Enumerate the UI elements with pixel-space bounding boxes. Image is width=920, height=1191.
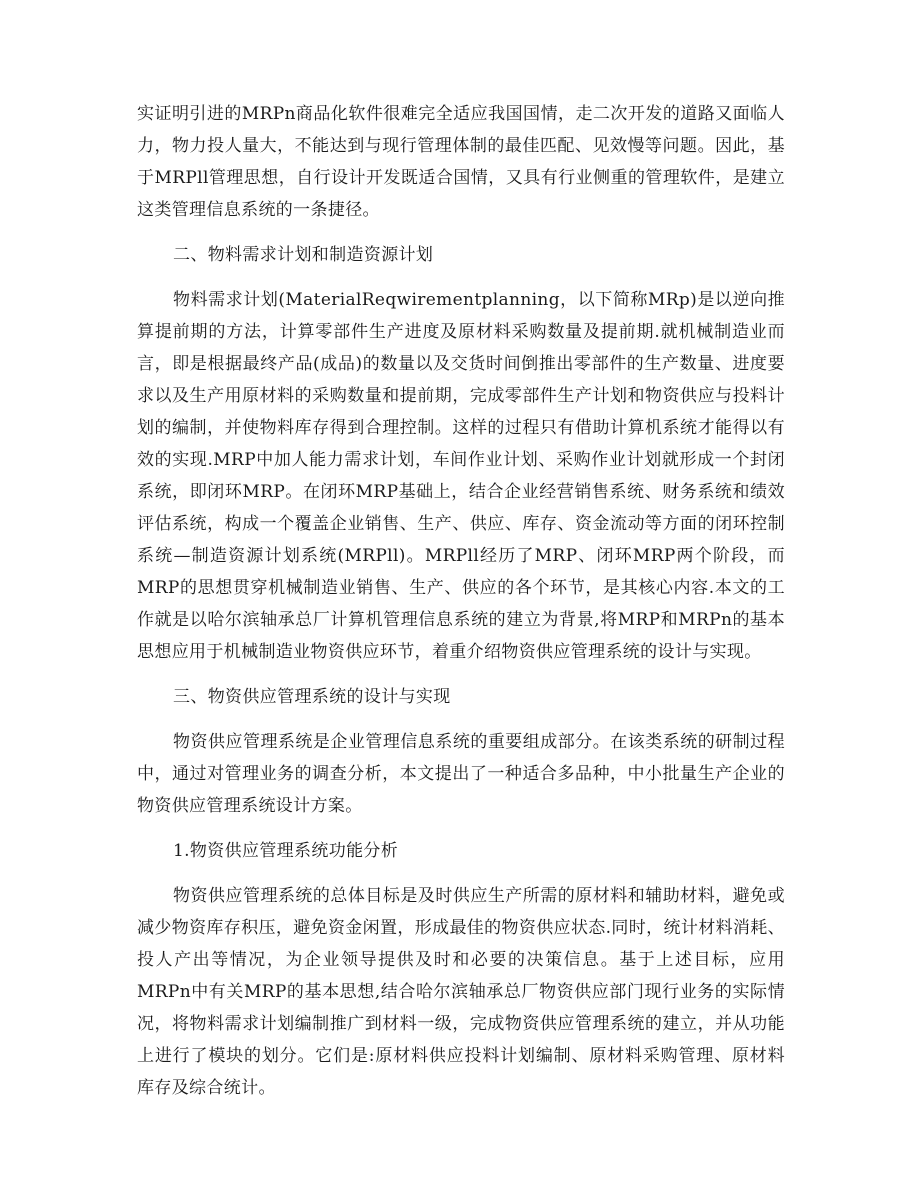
document-body — [137, 98, 785, 1104]
function-analysis-paragraph: 物资供应管理系统的总体目标是及时供应生产所需的原材料和辅助材料，避免或减少物资库存积压，避免资金闲置，形成最佳的物资供应状态.同时，统计材料消耗、投人产出等情况，为企业领导提供及时和必要的决策信息。基于上述目标，应用MRPn中有关MRP的基本思想,结合哈尔滨轴承总厂物资供应部门现行业务的实际情况，将物料需求计划编制推广到材料一级，完成物资供应管理系统的建立，并从功能上进行了模块的划分。它们是:原材料供应投料计划编制、原材料采购管理、原材料库存及综合统计。 — [137, 886, 785, 1098]
section-heading-2: 二、物料需求计划和制造资源计划 — [173, 245, 434, 265]
intro-paragraph: 实证明引进的MRPn商品化软件很难完全适应我国国情，走二次开发的道路又面临人力，物力投人量大，不能达到与现行管理体制的最佳匹配、见效慢等问题。因此，基于MRPll管理思想，自行设计开发既适合国情，又具有行业侧重的管理软件，是建立这类管理信息系统的一条捷径。 — [137, 104, 785, 220]
system-overview-paragraph: 物资供应管理系统是企业管理信息系统的重要组成部分。在该类系统的研制过程中，通过对管理业务的调查分析，本文提出了一种适合多品种，中小批量生产企业的物资供应管理系统设计方案。 — [137, 732, 785, 816]
subsection-heading-1: 1.物资供应管理系统功能分析 — [173, 841, 399, 861]
mrp-paragraph: 物料需求计划(MaterialReqwirementplanning，以下简称MRp)是以逆向推算提前期的方法，计算零部件生产进度及原材料采购数量及提前期.就机械制造业而言，即是根据最终产品(成品)的数量以及交货时间倒推出零部件的生产数量、进度要求以及生产用原材料的采购数量和提前期，完成零部件生产计划和物资供应与投料计划的编制，并使物料库存得到合理控制。这样的过程只有借助计算机系统才能得以有效的实现.MRP中加人能力需求计划，车间作业计划、采购作业计划就形成一个封闭系统，即闭环MRP。在闭环MRP基础上，结合企业经营销售系统、财务系统和绩效评估系统，构成一个覆盖企业销售、生产、供应、库存、资金流动等方面的闭环控制系统—制造资源计划系统(MRPll)。MRPll经历了MRP、闭环MRP两个阶段，而MRP的思想贯穿机械制造业销售、生产、供应的各个环节，是其核心内容.本文的工作就是以哈尔滨轴承总厂计算机管理信息系统的建立为背景,将MRP和MRPn的基本思想应用于机械制造业物资供应环节，着重介绍物资供应管理系统的设计与实现。 — [137, 290, 785, 662]
section-heading-3: 三、物资供应管理系统的设计与实现 — [173, 687, 451, 707]
